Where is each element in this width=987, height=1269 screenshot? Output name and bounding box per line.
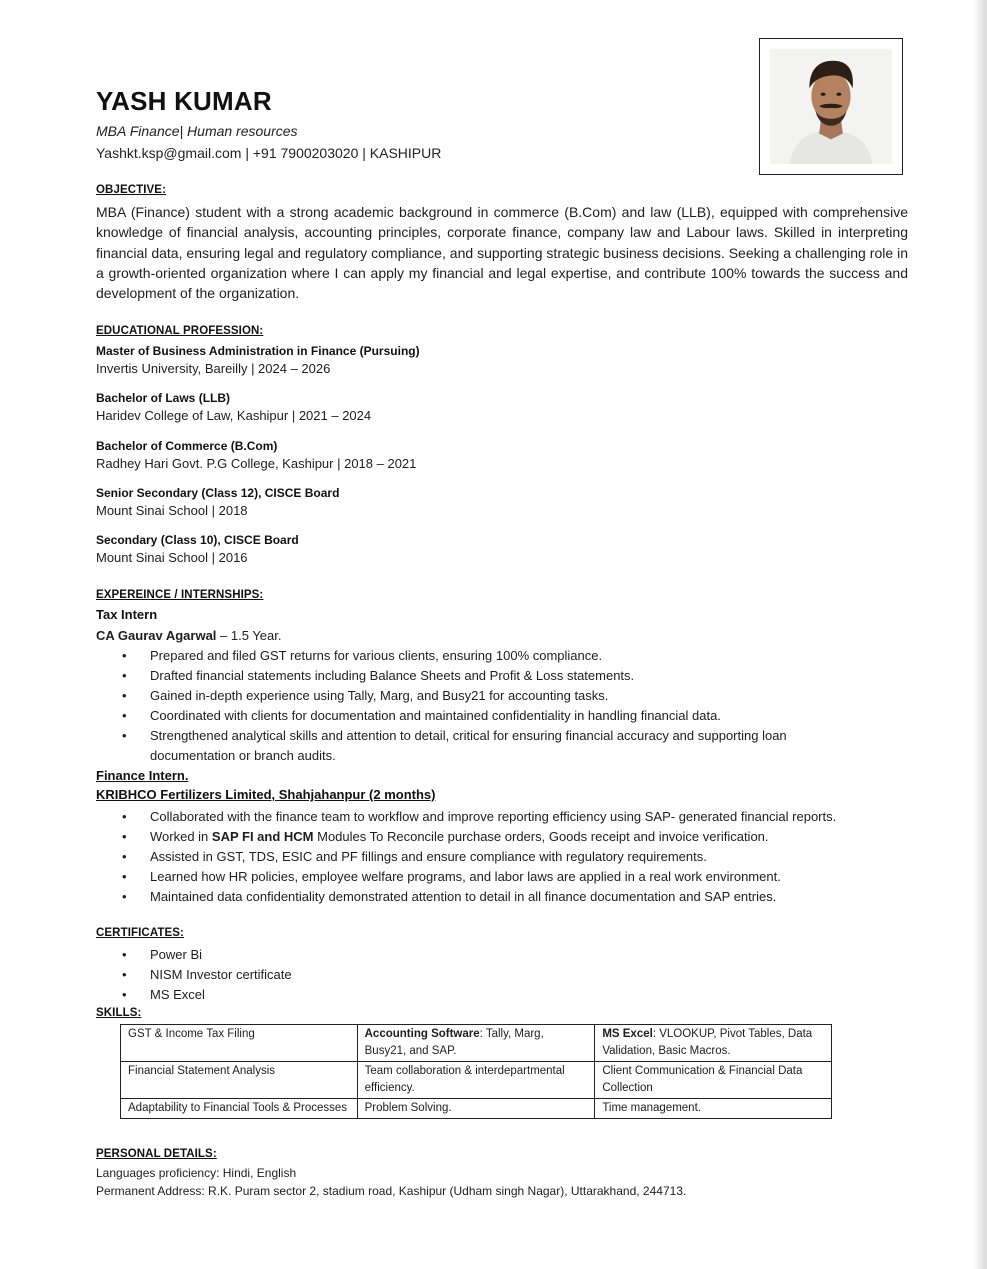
certificates-heading: CERTIFICATES: [96,927,184,939]
languages-line: Languages proficiency: Hindi, English [96,1166,297,1180]
list-item: • Gained in-depth experience using Tally, Marg, and Busy21 for accounting tasks. [96,686,896,706]
job-bullet-list [96,807,896,907]
list-item: • NISM Investor certificate [96,965,896,985]
job-bullet-list [96,646,896,766]
education-degree: Master of Business Administration in Finance (Pursuing) [96,344,420,358]
education-degree: Bachelor of Commerce (B.Com) [96,439,278,453]
skills-heading: SKILLS: [96,1007,142,1019]
cell-text: : VLOOKUP, Pivot Tables, Data Validation, Basic Macros. [602,1028,813,1057]
job-duration: – 1.5 Year. [216,628,282,643]
table-cell: Time management. [595,1099,832,1119]
job-role: Finance Intern. [96,768,189,783]
cell-text: : Tally, Marg, Busy21, and SAP. [364,1028,544,1057]
table-cell: Financial Statement Analysis [121,1062,358,1099]
table-row [121,1025,832,1062]
education-degree: Secondary (Class 10), CISCE Board [96,533,299,547]
page-edge-shadow [973,0,987,1269]
address-line: Permanent Address: R.K. Puram sector 2, stadium road, Kashipur (Udham singh Nagar), Uttarakhand, 244713. [96,1184,687,1198]
table-cell: Client Communication & Financial Data Collection [595,1062,832,1099]
list-item: • Power Bi [96,945,896,965]
list-item: • Strengthened analytical skills and attention to detail, critical for ensuring financial accuracy and supporting loan documentation or branch audits. [96,726,896,766]
list-item: • Learned how HR policies, employee welfare programs, and labor laws are applied in a real work environment. [96,867,896,887]
list-item: • Prepared and filed GST returns for various clients, ensuring 100% compliance. [96,646,896,666]
education-institution: Mount Sinai School | 2018 [96,503,248,518]
cell-label: Accounting Software [364,1028,480,1040]
table-cell: GST & Income Tax Filing [121,1025,358,1062]
job-firm [96,628,282,643]
skills-table [120,1024,832,1119]
table-row [121,1062,832,1099]
job-firm-name: CA Gaurav Agarwal [96,628,217,643]
personal-heading: PERSONAL DETAILS: [96,1148,217,1160]
table-cell: Team collaboration & interdepartmental efficiency. [357,1062,595,1099]
experience-heading: EXPEREINCE / INTERNSHIPS: [96,589,264,601]
job-firm: KRIBHCO Fertilizers Limited, Shahjahanpur (2 months) [96,787,436,802]
education-institution: Mount Sinai School | 2016 [96,550,248,565]
table-cell: Adaptability to Financial Tools & Processes [121,1099,358,1119]
contact-line: Yashkt.ksp@gmail.com | +91 7900203020 | KASHIPUR [96,145,442,161]
cell-label: MS Excel [602,1028,653,1040]
education-heading: EDUCATIONAL PROFESSION: [96,325,264,337]
bullet-text: Modules To Reconcile purchase orders, Goods receipt and invoice verification. [313,829,769,844]
education-degree: Senior Secondary (Class 12), CISCE Board [96,486,340,500]
table-cell: Problem Solving. [357,1099,595,1119]
table-cell [357,1025,595,1062]
education-institution: Invertis University, Bareilly | 2024 – 2026 [96,361,331,376]
list-item: • Collaborated with the finance team to workflow and improve reporting efficiency using SAP- generated financial reports. [96,807,896,827]
list-item: • Assisted in GST, TDS, ESIC and PF fillings and ensure compliance with regulatory requirements. [96,847,896,867]
bullet-bold-text: SAP FI and HCM [211,829,314,844]
objective-text: MBA (Finance) student with a strong academic background in commerce (B.Com) and law (LLB), equipped with comprehensive knowledge of financial analysis, accounting principles, corporate finance, company law and Labour laws. Skilled in interpreting financial data, ensuring legal and regulatory compliance, and supporting strategic business decisions. Seeking a challenging role in a growth-oriented organization where I can apply my financial and legal expertise, and contribute 100% towards the success and development of the organization. [96,204,908,302]
list-item: • MS Excel [96,985,896,1005]
education-institution: Haridev College of Law, Kashipur | 2021 – 2024 [96,408,372,423]
objective-heading: OBJECTIVE: [96,184,167,196]
table-row [121,1099,832,1119]
candidate-name: YASH KUMAR [96,86,272,116]
education-institution: Radhey Hari Govt. P.G College, Kashipur | 2018 – 2021 [96,456,417,471]
list-item [96,827,896,847]
list-item: • Maintained data confidentiality demonstrated attention to detail in all finance documentation and SAP entries. [96,887,896,907]
table-cell [595,1025,832,1062]
bullet-text: Worked in [150,829,212,844]
education-degree: Bachelor of Laws (LLB) [96,391,231,405]
profile-photo [759,38,903,175]
job-role: Tax Intern [96,607,158,622]
person-portrait-icon [770,49,892,164]
list-item: • Coordinated with clients for documentation and maintained confidentiality in handling financial data. [96,706,896,726]
candidate-subtitle: MBA Finance| Human resources [96,123,298,139]
list-item: • Drafted financial statements including Balance Sheets and Profit & Loss statements. [96,666,896,686]
certificates-list [96,945,896,1005]
